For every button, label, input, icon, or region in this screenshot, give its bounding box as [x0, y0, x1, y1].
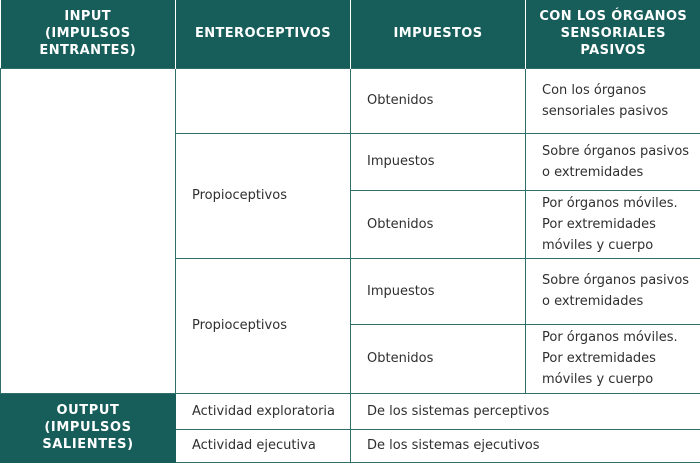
activity-cell: Actividad exploratoria — [176, 393, 351, 429]
system-cell: De los sistemas ejecutivos — [351, 429, 700, 462]
result-cell: Por órganos móviles. Por extremidades móviles y cuerpo — [526, 190, 700, 258]
output-row — [1, 393, 700, 429]
obtenidos-cell: Obtenidos — [351, 324, 526, 393]
obtenidos-cell: Obtenidos — [351, 190, 526, 258]
header-row — [1, 0, 700, 68]
header-input: INPUT (IMPULSOS ENTRANTES) — [1, 0, 176, 68]
output-label: OUTPUT (IMPULSOS SALIENTES) — [1, 393, 176, 462]
table-row — [1, 68, 700, 133]
propioceptivos-cell: Propioceptivos — [176, 133, 351, 258]
obtenidos-cell: Obtenidos — [351, 68, 526, 133]
system-cell: De los sistemas perceptivos — [351, 393, 700, 429]
impuestos-cell: Impuestos — [351, 133, 526, 190]
empty-cell — [176, 68, 351, 133]
result-cell: Sobre órganos pasivos o extremidades — [526, 133, 700, 190]
activity-cell: Actividad ejecutiva — [176, 429, 351, 462]
result-cell: Por órganos móviles. Por extremidades móviles y cuerpo — [526, 324, 700, 393]
input-body-cell — [1, 68, 176, 393]
result-cell: Sobre órganos pasivos o extremidades — [526, 258, 700, 324]
impuestos-cell: Impuestos — [351, 258, 526, 324]
propioceptivos-cell: Propioceptivos — [176, 258, 351, 393]
header-enteroceptivos: ENTEROCEPTIVOS — [176, 0, 351, 68]
header-organos-sensoriales: CON LOS ÓRGANOS SENSORIALES PASIVOS — [526, 0, 700, 68]
header-impuestos: IMPUESTOS — [351, 0, 526, 68]
result-cell: Con los órganos sensoriales pasivos — [526, 68, 700, 133]
